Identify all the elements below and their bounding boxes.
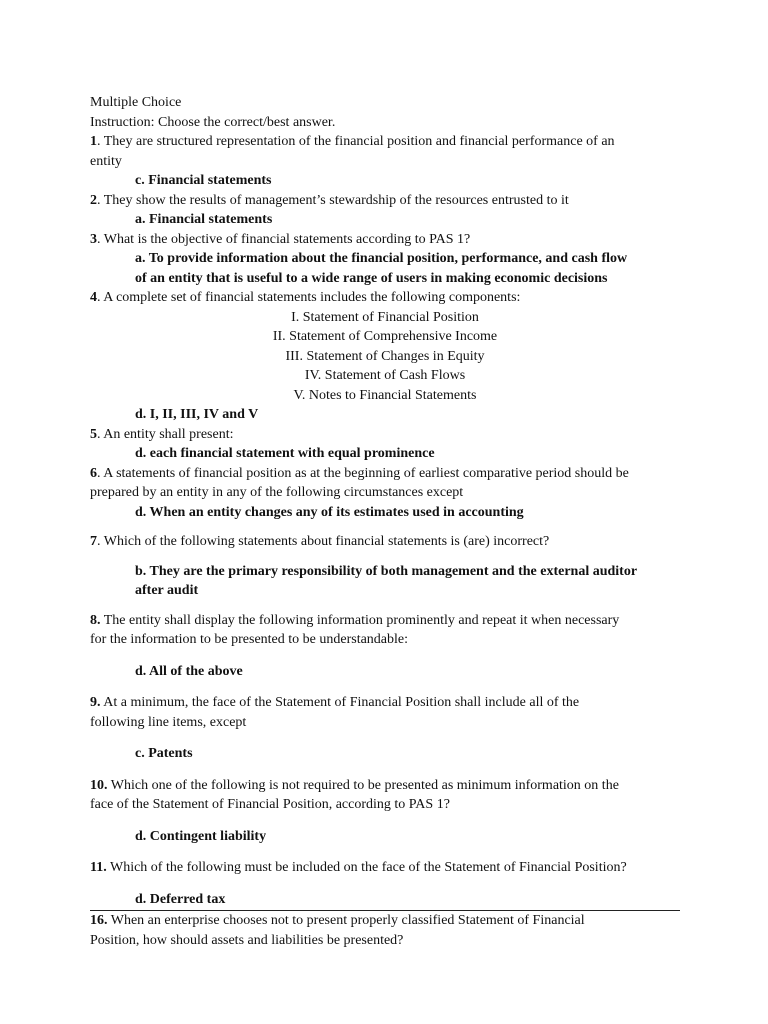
answer-11: d. Deferred tax [90, 890, 680, 912]
question-number: 11. [90, 860, 107, 875]
question-text: . They show the results of management’s stewardship of the resources entrusted to it [97, 192, 569, 208]
answer-9: c. Patents [135, 746, 193, 761]
question-text: . A complete set of financial statements includes the following components: [97, 290, 521, 305]
answer-7-continued: after audit [135, 583, 199, 598]
question-4 [90, 288, 680, 308]
question-number: 10. [90, 777, 108, 793]
question-number: 6 [90, 465, 97, 481]
question-text: The entity shall display the following information prominently and repeat it when necessary [100, 612, 620, 628]
question-text-continued: Position, how should assets and liabilities be presented? [90, 932, 404, 948]
component-item: III. Statement of Changes in Equity [285, 348, 485, 364]
question-text-continued: following line items, except [90, 714, 247, 730]
answer-2: a. Financial statements [135, 212, 273, 227]
question-text: At a minimum, the face of the Statement of Financial Position shall include all of the [100, 695, 580, 710]
question-text: . What is the objective of financial statements according to PAS 1? [97, 231, 471, 247]
question-text-continued: prepared by an entity in any of the following circumstances except [90, 485, 464, 500]
answer-4: d. I, II, III, IV and V [135, 407, 259, 422]
question-3 [90, 230, 680, 250]
question-number: 9. [90, 695, 101, 710]
answer-10: d. Contingent liability [135, 828, 267, 844]
question-16 [90, 911, 680, 931]
answer-5: d. each financial statement with equal prominence [135, 446, 435, 461]
question-1 [90, 132, 680, 152]
answer-7: b. They are the primary responsibility of both management and the external auditor [135, 563, 638, 579]
question-number: 16. [90, 913, 108, 928]
question-11 [90, 858, 680, 878]
question-8 [90, 611, 680, 631]
question-5 [90, 425, 680, 445]
question-text: . A statements of financial position as at the beginning of earliest comparative period should be [97, 465, 629, 481]
question-10 [90, 776, 680, 796]
question-2 [90, 191, 680, 211]
answer-1: c. Financial statements [135, 173, 272, 188]
instruction-text: Instruction: Choose the correct/best answer. [90, 114, 336, 130]
question-text: . Which of the following statements about financial statements is (are) incorrect? [97, 534, 550, 549]
component-item: IV. Statement of Cash Flows [304, 368, 466, 383]
answer-3-continued: of an entity that is useful to a wide range of users in making economic decisions [135, 270, 608, 286]
question-text-continued: for the information to be presented to be understandable: [90, 632, 409, 647]
question-text: Which of the following must be included on the face of the Statement of Financial Position? [106, 860, 627, 875]
question-text: . They are structured representation of the financial position and financial performance of an [97, 134, 615, 149]
question-6 [90, 464, 680, 484]
question-number: 2 [90, 192, 97, 208]
question-number: 4 [90, 290, 97, 305]
question-text: When an enterprise chooses not to present properly classified Statement of Financial [107, 913, 585, 928]
question-9 [90, 693, 680, 713]
answer-6: d. When an entity changes any of its estimates used in accounting [135, 504, 524, 520]
component-item: II. Statement of Comprehensive Income [272, 329, 498, 344]
question-number: 5 [90, 426, 97, 442]
document-title: Multiple Choice [90, 95, 182, 110]
question-number: 7 [90, 534, 97, 549]
document-page [90, 93, 680, 950]
question-text: Which one of the following is not required to be presented as minimum information on the [107, 777, 619, 793]
question-text-continued: entity [90, 153, 122, 169]
question-7 [90, 532, 680, 552]
question-number: 1 [90, 134, 97, 149]
answer-8: d. All of the above [135, 663, 243, 679]
component-item: I. Statement of Financial Position [291, 309, 479, 325]
question-number: 3 [90, 231, 97, 247]
question-text: . An entity shall present: [97, 426, 234, 442]
component-item: V. Notes to Financial Statements [293, 387, 477, 403]
answer-3: a. To provide information about the financial position, performance, and cash flow [135, 251, 628, 266]
question-text-continued: face of the Statement of Financial Position, according to PAS 1? [90, 797, 450, 812]
question-number: 8. [90, 612, 101, 628]
